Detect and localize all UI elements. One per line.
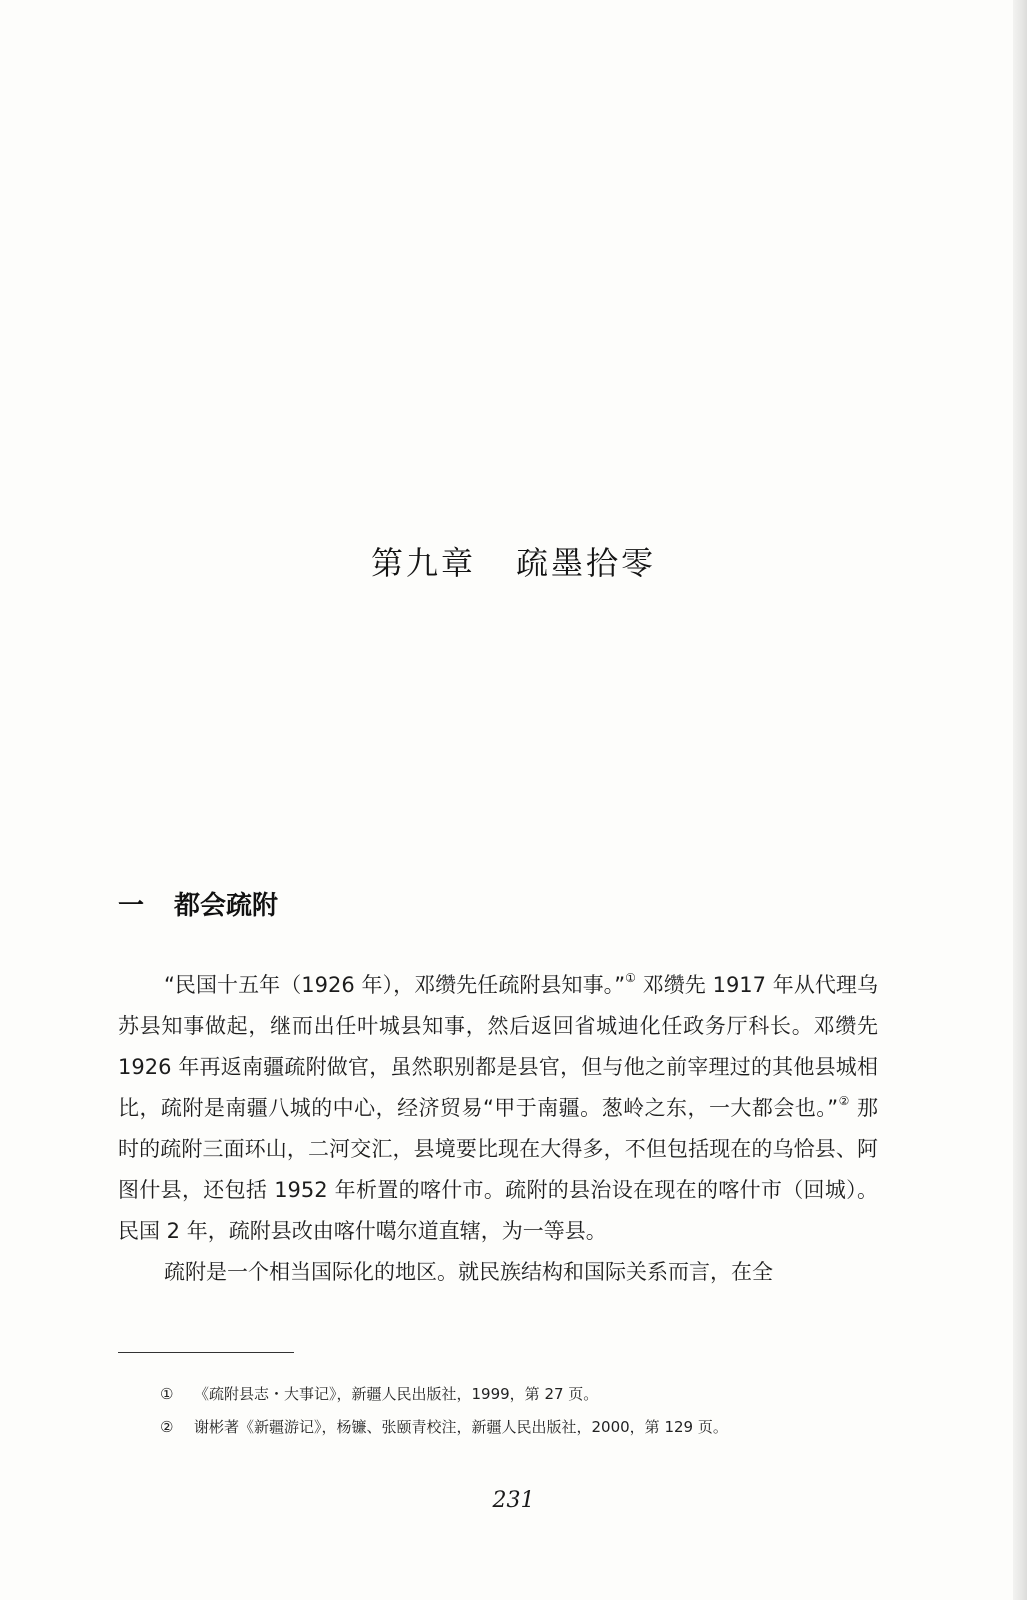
page-number: 231	[492, 1488, 535, 1513]
footnote-mark: ①	[160, 1385, 174, 1403]
footnote	[160, 1378, 880, 1411]
paragraph-text: 邓缵先 1917 年从代理乌苏县知事做起，继而出任叶城县知事，然后返回省城迪化任政务厅科长。邓缵先 1926 年再返南疆疏附做官，虽然职别都是县官，但与他之前宰理过的其他县城相比，疏附是南疆八城的中心，经济贸易“甲于南疆。葱岭之东，一大都会也。”	[118, 973, 878, 1120]
footnote-text: 《疏附县志・大事记》，新疆人民出版社，1999，第 27 页。	[194, 1385, 599, 1403]
footnotes	[160, 1378, 880, 1444]
footnote-ref: ①	[625, 971, 636, 985]
section-number: 一	[118, 891, 145, 921]
section-title: 都会疏附	[174, 891, 279, 921]
footnote-mark: ②	[160, 1418, 174, 1436]
section-heading	[118, 885, 278, 922]
paragraph-text: 那时的疏附三面环山，二河交汇，县境要比现在大得多，不但包括现在的乌恰县、阿图什县，还包括 1952 年析置的喀什市。疏附的县治设在现在的喀什市（回城）。民国 2 年，疏附县改由喀什噶尔道直辖，为一等县。	[118, 1096, 878, 1243]
paragraph	[118, 965, 878, 1252]
chapter-name: 疏墨拾零	[516, 544, 657, 582]
chapter-number: 第九章	[370, 544, 476, 582]
footnote-ref: ②	[838, 1094, 850, 1108]
footnote-text: 谢彬著《新疆游记》，杨镰、张颐青校注，新疆人民出版社，2000，第 129 页。	[194, 1418, 728, 1436]
paragraph-text: “民国十五年（1926 年），邓缵先任疏附县知事。”	[164, 973, 626, 997]
footnote	[160, 1411, 880, 1444]
page-edge-shadow	[1013, 0, 1027, 1600]
footnote-divider	[118, 1352, 294, 1353]
body-text	[118, 965, 878, 1293]
paragraph: 疏附是一个相当国际化的地区。就民族结构和国际关系而言，在全	[164, 1260, 773, 1284]
chapter-title	[0, 538, 1027, 584]
